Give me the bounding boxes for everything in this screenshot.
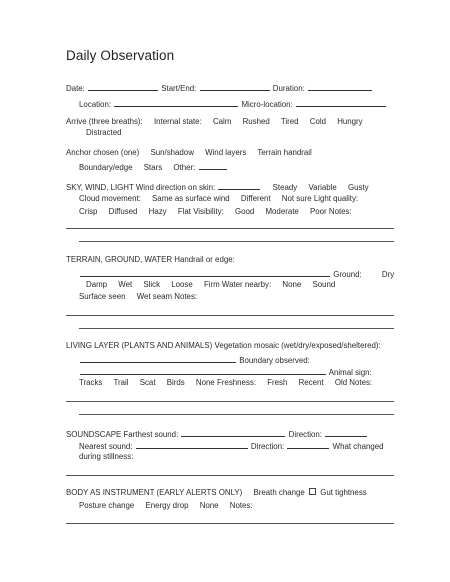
state-option[interactable]: Calm (212, 117, 232, 126)
body-option[interactable]: None (199, 501, 219, 510)
water-option[interactable]: None (282, 280, 302, 289)
state-option[interactable]: Hungry (337, 117, 363, 126)
state-option[interactable]: Distracted (86, 128, 122, 137)
direction-field[interactable] (325, 428, 367, 437)
sound-row-3 (79, 452, 133, 462)
sign-option[interactable]: Trail (113, 378, 129, 387)
living-label: LIVING LAYER (PLANTS AND ANIMALS) Vegetation mosaic (wet/dry/exposed/sheltered): (66, 341, 381, 350)
notes-line[interactable] (66, 475, 394, 476)
water-label: Water nearby: (221, 280, 272, 289)
notes-line[interactable] (79, 328, 394, 329)
notes-line[interactable] (66, 228, 394, 229)
micro-location-field[interactable] (296, 98, 386, 107)
handrail-field[interactable] (80, 268, 330, 277)
ground-option[interactable]: Slick (143, 280, 161, 289)
location-field[interactable] (114, 98, 238, 107)
boundary-label: Boundary observed: (239, 356, 310, 365)
ground-option[interactable]: Damp (86, 280, 108, 289)
body-label: BODY AS INSTRUMENT (EARLY ALERTS ONLY) (66, 488, 243, 497)
sign-option[interactable]: Birds (166, 378, 185, 387)
notes-line[interactable] (66, 401, 394, 402)
state-option[interactable]: Cold (309, 117, 326, 126)
sound-row-2 (79, 440, 384, 452)
ground-option[interactable]: Dry (381, 270, 395, 279)
changed-label: What changed (332, 442, 384, 451)
internal-state-label: Internal state: (153, 117, 202, 126)
light-option[interactable]: Diffused (108, 207, 138, 216)
changed-label-2: during stillness: (79, 452, 134, 461)
sign-option[interactable]: Tracks (79, 378, 103, 387)
cloud-option[interactable]: Not sure (281, 194, 312, 203)
direction-field[interactable] (287, 440, 329, 449)
light-option[interactable]: Flat (177, 207, 191, 216)
living-row (66, 341, 381, 351)
cloud-option[interactable]: Same as surface wind (152, 194, 230, 203)
header-row-1 (66, 82, 373, 94)
arrive-label: Arrive (three breaths): (66, 117, 143, 126)
visibility-option[interactable]: Poor (310, 207, 327, 216)
notes-line[interactable] (66, 315, 394, 316)
visibility-option[interactable]: Moderate (265, 207, 299, 216)
freshness-label: Freshness: (216, 378, 257, 387)
water-option[interactable]: Sound (312, 280, 336, 289)
wind-option[interactable]: Gusty (348, 183, 369, 192)
sign-option[interactable]: Scat (139, 378, 156, 387)
direction-label: Direction: (250, 442, 285, 451)
freshness-option[interactable]: Old (334, 378, 348, 387)
start-end-label: Start/End: (161, 84, 197, 93)
notes-label: Notes: (328, 207, 352, 216)
living-row-2 (79, 354, 310, 366)
light-option[interactable]: Crisp (79, 207, 98, 216)
notes-label: Notes: (174, 292, 198, 301)
wind-option[interactable]: Steady (272, 183, 298, 192)
notes-label: Notes: (349, 378, 373, 387)
terrain-label: TERRAIN, GROUND, WATER Handrail or edge: (66, 255, 235, 264)
notes-line[interactable] (66, 523, 394, 524)
water-option[interactable]: Wet seam (136, 292, 173, 301)
arrive-row (66, 117, 363, 127)
vegetation-field[interactable] (80, 354, 236, 363)
farthest-sound-field[interactable] (181, 428, 285, 437)
terrain-row-4 (79, 292, 197, 302)
ground-option[interactable]: Firm (203, 280, 220, 289)
terrain-row (66, 255, 235, 265)
wind-option[interactable]: Variable (308, 183, 337, 192)
body-option[interactable]: Energy drop (145, 501, 189, 510)
animal-sign-label: Animal sign: (328, 368, 372, 377)
wind-direction-field[interactable] (218, 181, 260, 190)
duration-label: Duration: (272, 84, 305, 93)
notes-line[interactable] (79, 414, 394, 415)
light-quality-label: Light quality: (313, 194, 359, 203)
sky-row-3 (79, 207, 352, 217)
direction-label: Direction: (288, 430, 322, 439)
boundary-field[interactable] (80, 366, 326, 375)
ground-option[interactable]: Loose (171, 280, 193, 289)
anchor-option[interactable]: Stars (143, 163, 163, 172)
cloud-movement-label: Cloud movement: (79, 194, 141, 203)
anchor-label: Anchor chosen (one) (66, 148, 140, 157)
body-option[interactable]: Gut tightness (320, 488, 367, 497)
body-row (66, 488, 367, 498)
notes-line[interactable] (79, 241, 394, 242)
water-option[interactable]: Surface seen (79, 292, 126, 301)
sky-row-2 (79, 194, 358, 204)
light-option[interactable]: Hazy (148, 207, 167, 216)
body-option[interactable]: Breath change (253, 488, 305, 497)
nearest-sound-field[interactable] (136, 440, 248, 449)
nearest-sound-label: Nearest sound: (79, 442, 133, 451)
header-row-2 (79, 98, 387, 110)
notes-label: Notes: (229, 501, 253, 510)
state-option[interactable]: Rushed (242, 117, 270, 126)
freshness-option[interactable]: Recent (298, 378, 324, 387)
visibility-label: Visibility: (193, 207, 224, 216)
anchor-row-2 (79, 161, 228, 173)
anchor-option[interactable]: Sun/shadow (150, 148, 194, 157)
body-option[interactable]: Posture change (79, 501, 135, 510)
living-row-4 (79, 378, 372, 388)
terrain-row-2 (79, 268, 394, 280)
body-row-2 (79, 501, 253, 511)
sound-label: SOUNDSCAPE Farthest sound: (66, 430, 179, 439)
anchor-option[interactable]: Boundary/edge (79, 163, 133, 172)
start-end-field[interactable] (200, 82, 270, 91)
sound-row (66, 428, 368, 440)
anchor-option[interactable]: Wind layers (205, 148, 247, 157)
ground-label: Ground: (333, 270, 362, 279)
arrive-row-2 (86, 128, 122, 138)
freshness-option[interactable]: Fresh (267, 378, 288, 387)
checkbox[interactable] (309, 488, 316, 495)
anchor-option[interactable]: Terrain handrail (257, 148, 312, 157)
page-title: Daily Observation (66, 48, 175, 63)
anchor-other-field[interactable] (199, 161, 227, 170)
anchor-other-label: Other: (173, 163, 196, 172)
ground-option[interactable]: Wet (118, 280, 133, 289)
state-option[interactable]: Tired (280, 117, 299, 126)
micro-location-label: Micro-location: (241, 100, 293, 109)
sky-row (66, 181, 369, 193)
duration-field[interactable] (308, 82, 372, 91)
living-row-3 (79, 366, 372, 378)
location-label: Location: (79, 100, 112, 109)
sign-option[interactable]: None (195, 378, 215, 387)
sky-label: SKY, WIND, LIGHT Wind direction on skin: (66, 183, 216, 192)
date-field[interactable] (88, 82, 158, 91)
date-label: Date: (66, 84, 85, 93)
cloud-option[interactable]: Different (240, 194, 271, 203)
visibility-option[interactable]: Good (234, 207, 255, 216)
anchor-row (66, 148, 312, 158)
terrain-row-3 (86, 280, 335, 290)
